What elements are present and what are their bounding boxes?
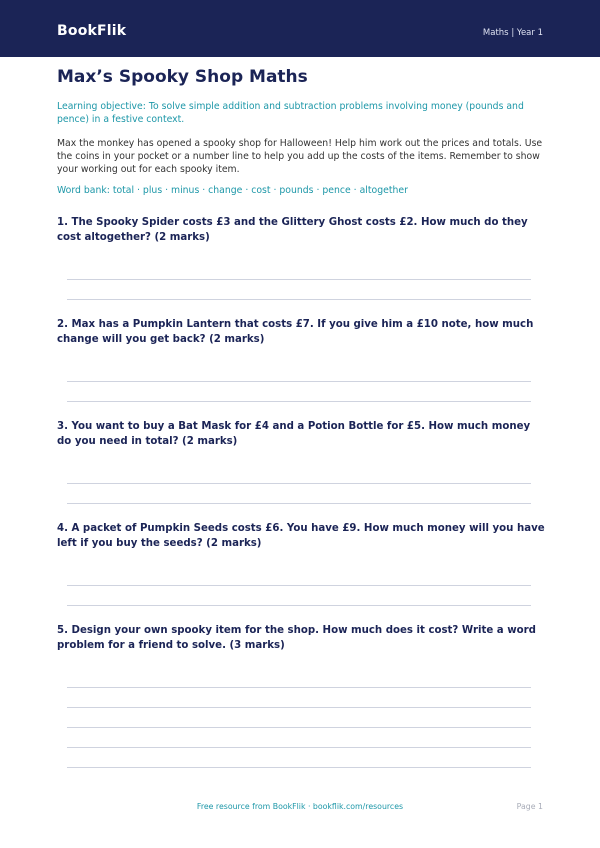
brand-logo[interactable]: BookFlik	[57, 23, 127, 39]
answer-line[interactable]	[67, 279, 531, 280]
intro-text: Max the monkey has opened a spooky shop for Halloween! Help him work out the prices and totals. Use the coins in your pocket or a number line to help you add up the costs of the items. Remember to show your working out for each spooky item.	[57, 138, 543, 175]
answer-line[interactable]	[67, 585, 531, 586]
question-3: 3. You want to buy a Bat Mask for £4 and a Potion Bottle for £5. How much money do you need in total? (2 marks)	[57, 421, 531, 447]
answer-line[interactable]	[67, 727, 531, 728]
question-2: 2. Max has a Pumpkin Lantern that costs £7. If you give him a £10 note, how much change will you get back? (2 marks)	[57, 319, 534, 345]
learning-objective: Learning objective: To solve simple addition and subtraction problems involving money (pounds and pence) in a festive context.	[57, 101, 524, 125]
answer-line[interactable]	[67, 483, 531, 484]
subject-year-label: Maths | Year 1	[482, 28, 543, 38]
answer-line[interactable]	[67, 299, 531, 300]
footer-source-link[interactable]: Free resource from BookFlik · bookflik.com/resources	[196, 802, 404, 811]
answer-line[interactable]	[67, 707, 531, 708]
answer-line[interactable]	[67, 605, 531, 606]
question-1: 1. The Spooky Spider costs £3 and the Glittery Ghost costs £2. How much do they cost altogether? (2 marks)	[57, 217, 528, 243]
worksheet-title: Max’s Spooky Shop Maths	[57, 67, 308, 87]
answer-line[interactable]	[67, 687, 531, 688]
answer-line[interactable]	[67, 401, 531, 402]
answer-line[interactable]	[67, 747, 531, 748]
page-header	[0, 0, 600, 57]
page-number: Page 1	[516, 802, 543, 811]
word-bank: Word bank: total · plus · minus · change · cost · pounds · pence · altogether	[57, 185, 408, 196]
answer-line[interactable]	[67, 767, 531, 768]
question-4: 4. A packet of Pumpkin Seeds costs £6. You have £9. How much money will you have left if you buy the seeds? (2 marks)	[57, 523, 545, 549]
answer-line[interactable]	[67, 503, 531, 504]
question-5: 5. Design your own spooky item for the shop. How much does it cost? Write a word problem for a friend to solve. (3 marks)	[57, 625, 536, 651]
answer-line[interactable]	[67, 381, 531, 382]
